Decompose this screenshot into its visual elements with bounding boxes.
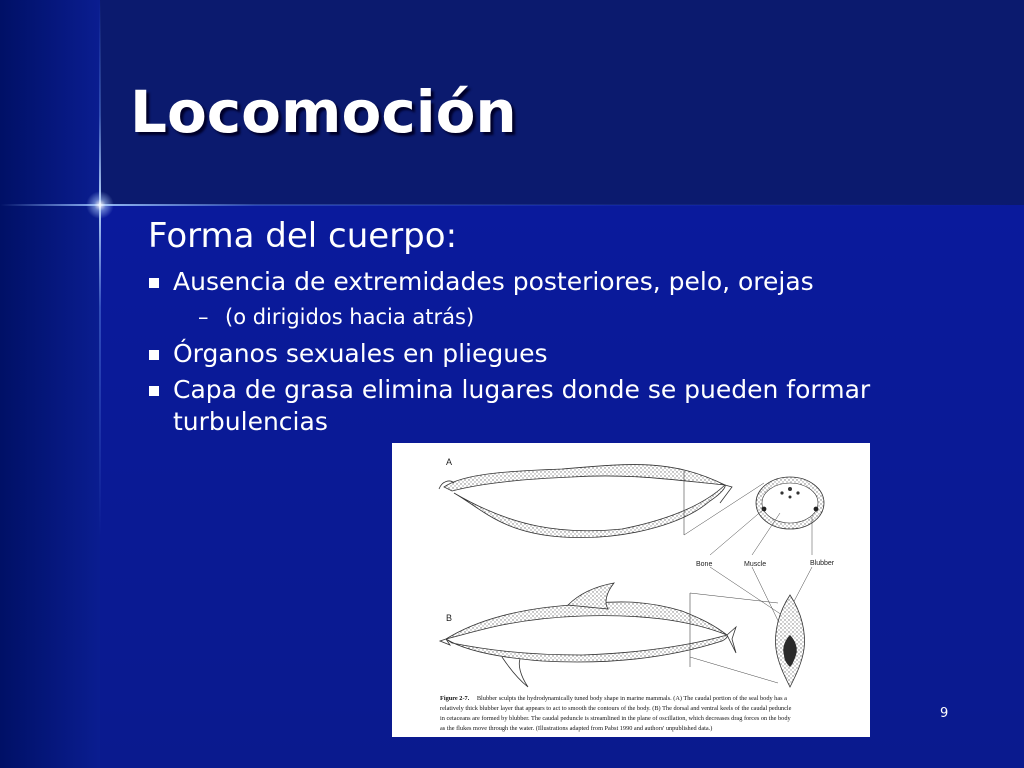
- dolphin-cross-section: [776, 595, 805, 687]
- seal-illustration: [439, 465, 732, 538]
- caption-line: as the flukes move through the water. (Illustrations adapted from Pabst 1990 and authors' unpublished data.): [440, 725, 713, 732]
- square-bullet-icon: [149, 278, 159, 288]
- dolphin-illustration: [440, 583, 736, 687]
- slide-title: Locomoción: [130, 78, 517, 146]
- caption-line: in cetaceans are formed by blubber. The caudal peduncle is streamlined in the plane of oscillation, which decreases drag forces on the body: [440, 715, 791, 722]
- dash-icon: –: [198, 305, 209, 329]
- caption-title: Figure 2-7.: [440, 695, 470, 702]
- figure-label-a: A: [446, 457, 453, 467]
- svg-text:Figure 2-7. Blubber sc: [440, 695, 787, 702]
- label-blubber: Blubber: [810, 560, 835, 567]
- seal-cross-section: [756, 477, 824, 529]
- label-muscle: Muscle: [744, 561, 767, 568]
- bullet-item: [148, 338, 908, 370]
- bullet-item: [148, 266, 908, 298]
- slide-content: [148, 214, 908, 442]
- subheading: Forma del cuerpo:: [148, 216, 458, 256]
- label-bone: Bone: [696, 561, 713, 568]
- page-number: 9: [940, 706, 949, 721]
- vertical-glow-line: [99, 0, 101, 768]
- sparkle-icon: [86, 191, 114, 219]
- left-panel-background: [0, 0, 100, 768]
- bullet-text: Ausencia de extremidades posteriores, pelo, orejas: [173, 267, 814, 296]
- caption-line: relatively thick blubber layer that appears to act to smooth the contours of the body. (B) The dorsal and ventral keels of the caudal peduncle: [440, 705, 792, 712]
- square-bullet-icon: [149, 350, 159, 360]
- figure-label-b: B: [446, 613, 453, 623]
- blubber-diagram: [392, 443, 870, 737]
- horizontal-glow-line: [0, 204, 1024, 206]
- sub-bullet-item: [148, 302, 908, 332]
- caption-line: Blubber sculpts the hydrodynamically tuned body shape in marine mammals. (A) The caudal portion of the seal body has a: [476, 695, 787, 702]
- square-bullet-icon: [149, 386, 159, 396]
- sub-bullet-text: (o dirigidos hacia atrás): [225, 305, 475, 329]
- blubber-figure: [392, 443, 870, 737]
- bullet-text: Órganos sexuales en pliegues: [173, 339, 548, 368]
- bullet-text: Capa de grasa elimina lugares donde se pueden formar turbulencias: [173, 375, 871, 436]
- bullet-item: [148, 374, 908, 438]
